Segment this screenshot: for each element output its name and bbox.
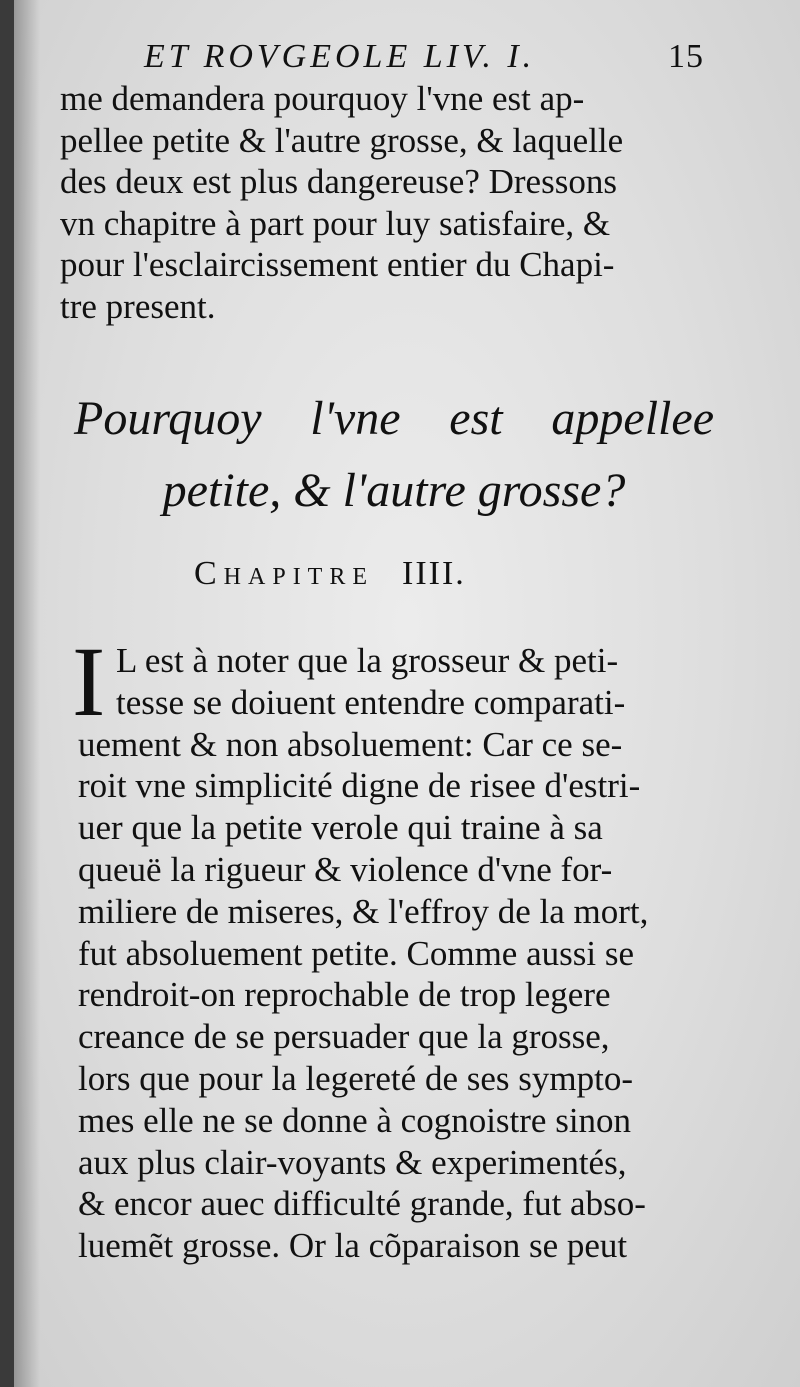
text-line: uer que la petite verole qui traine à sa	[78, 808, 603, 848]
intro-paragraph	[60, 78, 720, 327]
text-line: me demandera pourquoy l'vne est ap-	[60, 79, 585, 118]
drop-cap: I	[72, 626, 106, 737]
text-line: pellee petite & l'autre grosse, & laquelle	[60, 120, 624, 160]
section-title	[74, 383, 714, 527]
chapter-heading	[194, 555, 614, 593]
text-line: aux plus clair-voyants & experimentés,	[78, 1142, 627, 1182]
text-line: rendroit-on reprochable de trop legere	[78, 975, 611, 1015]
text-line: lors que pour la legereté de ses sympto-	[78, 1058, 633, 1098]
text-line: & encor auec difficulté grande, fut abso-	[78, 1184, 646, 1224]
text-line: L est à noter que la grosseur & peti-	[116, 641, 619, 680]
text-line: des deux est plus dangereuse? Dressons	[60, 162, 617, 201]
text-line: tre present.	[60, 286, 216, 326]
text-line: creance de se persuader que la grosse,	[78, 1017, 610, 1057]
section-title-line: petite, & l'autre grosse?	[162, 464, 626, 517]
text-line: mes elle ne se donne à cognoistre sinon	[78, 1100, 632, 1140]
text-line: queuë la rigueur & violence d'vne for-	[78, 849, 613, 889]
text-line: uement & non absoluement: Car ce se-	[78, 724, 623, 764]
text-line: miliere de miseres, & l'effroy de la mort,	[78, 891, 649, 931]
text-line: tesse se doiuent entendre comparati-	[116, 682, 626, 722]
text-line: luemẽt grosse. Or la cõparaison se peut	[78, 1226, 628, 1266]
section-title-line: Pourquoy l'vne est appellee	[74, 392, 714, 445]
text-line: fut absoluement petite. Comme aussi se	[78, 933, 635, 973]
body-paragraph	[78, 640, 718, 1267]
chapter-numeral: IIII.	[402, 555, 466, 592]
text-line: pour l'esclaircissement entier du Chapi-	[60, 245, 615, 284]
text-line: roit vne simplicité digne de risee d'estri-	[78, 766, 641, 806]
book-page	[14, 0, 800, 1387]
running-title: ET ROVGEOLE LIV. I.	[144, 38, 536, 75]
text-line: vn chapitre à part pour luy satisfaire, &	[60, 203, 611, 243]
page-number: 15	[668, 38, 704, 75]
chapter-label: Chapitre	[194, 555, 375, 592]
